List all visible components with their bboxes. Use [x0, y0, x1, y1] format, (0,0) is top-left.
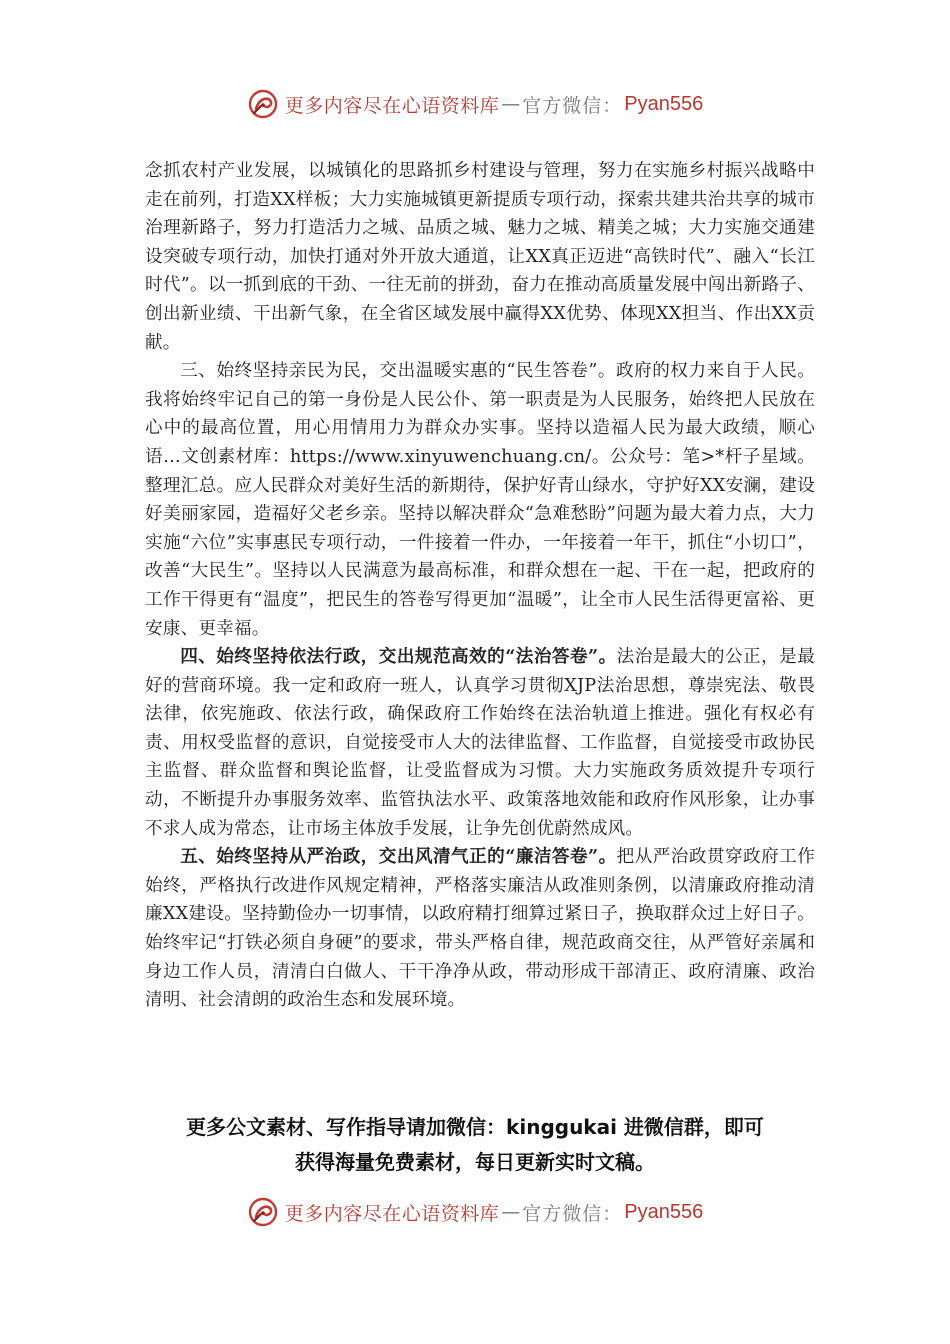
section-5-text: 把从严治政贯穿政府工作始终，严格执行改进作风规定精神，严格落实廉洁从政准则条例，以清廉政府推动清廉XX建设。坚持勤俭办一切事情，以政府精打细算过紧日子，换取群众过上好日子。始终牢记“打铁必须自身硬”的要求，带头严格自律，规范政商交往，从严管好亲属和身边工作人员，清清白白做人、干干净净从政，带动形成干部清正、政府清廉、政治清明、社会清朗的政治生态和发展环境。: [145, 847, 815, 1011]
footer-note-line-2: 获得海量免费素材，每日更新实时文稿。: [295, 1150, 655, 1174]
paragraph-section-5: [145, 843, 815, 1015]
section-4-text: 法治是最大的公正，是最好的营商环境。我一定和政府一班人，认真学习贯彻XJP法治思想，尊崇宪法、敬畏法律，依宪施政、依法行政，确保政府工作始终在法治轨道上推进。强化有权必有责、用权受监督的意识，自觉接受市人大的法律监督、工作监督，自觉接受市政协民主监督、群众监督和舆论监督，让受监督成为习惯。大力实施政务质效提升专项行动，不断提升办事服务效率、监管执法水平、政策落地效能和政府作风形象，让办事不求人成为常态，让市场主体放手发展，让争先创优蔚然成风。: [145, 647, 815, 839]
watermark-dash: —: [501, 93, 521, 115]
watermark-brand-text: 更多内容尽在心语资料库: [284, 1202, 500, 1225]
paragraph-continued: 念抓农村产业发展，以城镇化的思路抓乡村建设与管理，努力在实施乡村振兴战略中走在前列，打造XX样板；大力实施城镇更新提质专项行动，探索共建共治共享的城市治理新路子，努力打造活力之城、品质之城、魅力之城、精美之城；大力实施交通建设突破专项行动，加快打通对外开放大通道，让XX真正迈进“高铁时代”、融入“长江时代”。以一抓到底的干劲、一往无前的拼劲，奋力在推动高质量发展中闯出新路子、创出新业绩、干出新气象，在全省区域发展中赢得XX优势、体现XX担当、作出XX贡献。: [145, 161, 815, 353]
section-5-heading: 五、始终坚持从严治政，交出风清气正的“廉洁答卷”。: [180, 846, 617, 868]
watermark-brand-text: 更多内容尽在心语资料库: [284, 94, 500, 117]
footer-note-line-1: 更多公文素材、写作指导请加微信：kinggukai 进微信群，即可: [186, 1115, 764, 1139]
footer-watermark: [0, 1192, 950, 1232]
watermark-label: 官方微信：: [522, 1202, 623, 1225]
footer-note: [95, 1110, 855, 1180]
section-4-heading: 四、始终坚持依法行政，交出规范高效的“法治答卷”。: [180, 646, 617, 668]
header-watermark: [0, 84, 950, 124]
watermark-dash: —: [501, 1201, 521, 1223]
swirl-logo-icon: [247, 88, 279, 120]
watermark-label: 官方微信：: [522, 94, 623, 117]
document-body: [145, 157, 815, 1015]
paragraph-section-3: 三、始终坚持亲民为民，交出温暖实惠的“民生答卷”。政府的权力来自于人民。我将始终牢记自己的第一身份是人民公仆、第一职责是为人民服务，始终把人民放在心中的最高位置，用心用情用力为群众办实事。坚持以造福人民为最大政绩，顺心语…文创素材库：https://www.xinyuwenchuang.cn/。公众号：笔>*杆子星域。整理汇总。应人民群众对美好生活的新期待，保护好青山绿水，守护好XX安澜，建设好美丽家园，造福好父老乡亲。坚持以解决群众“急难愁盼”问题为最大着力点，大力实施“六位”实事惠民专项行动，一件接着一件办，一年接着一年干，抓住“小切口”，改善“大民生”。坚持以人民满意为最高标准，和群众想在一起、干在一起，把政府的工作干得更有“温度”，把民生的答卷写得更加“温暖”，让全市人民生活得更富裕、更安康、更幸福。: [145, 361, 815, 639]
swirl-logo-icon: [247, 1196, 279, 1228]
watermark-wechat-id: Pyan556: [624, 92, 704, 115]
watermark-wechat-id: Pyan556: [624, 1200, 704, 1223]
paragraph-section-4: [145, 643, 815, 843]
